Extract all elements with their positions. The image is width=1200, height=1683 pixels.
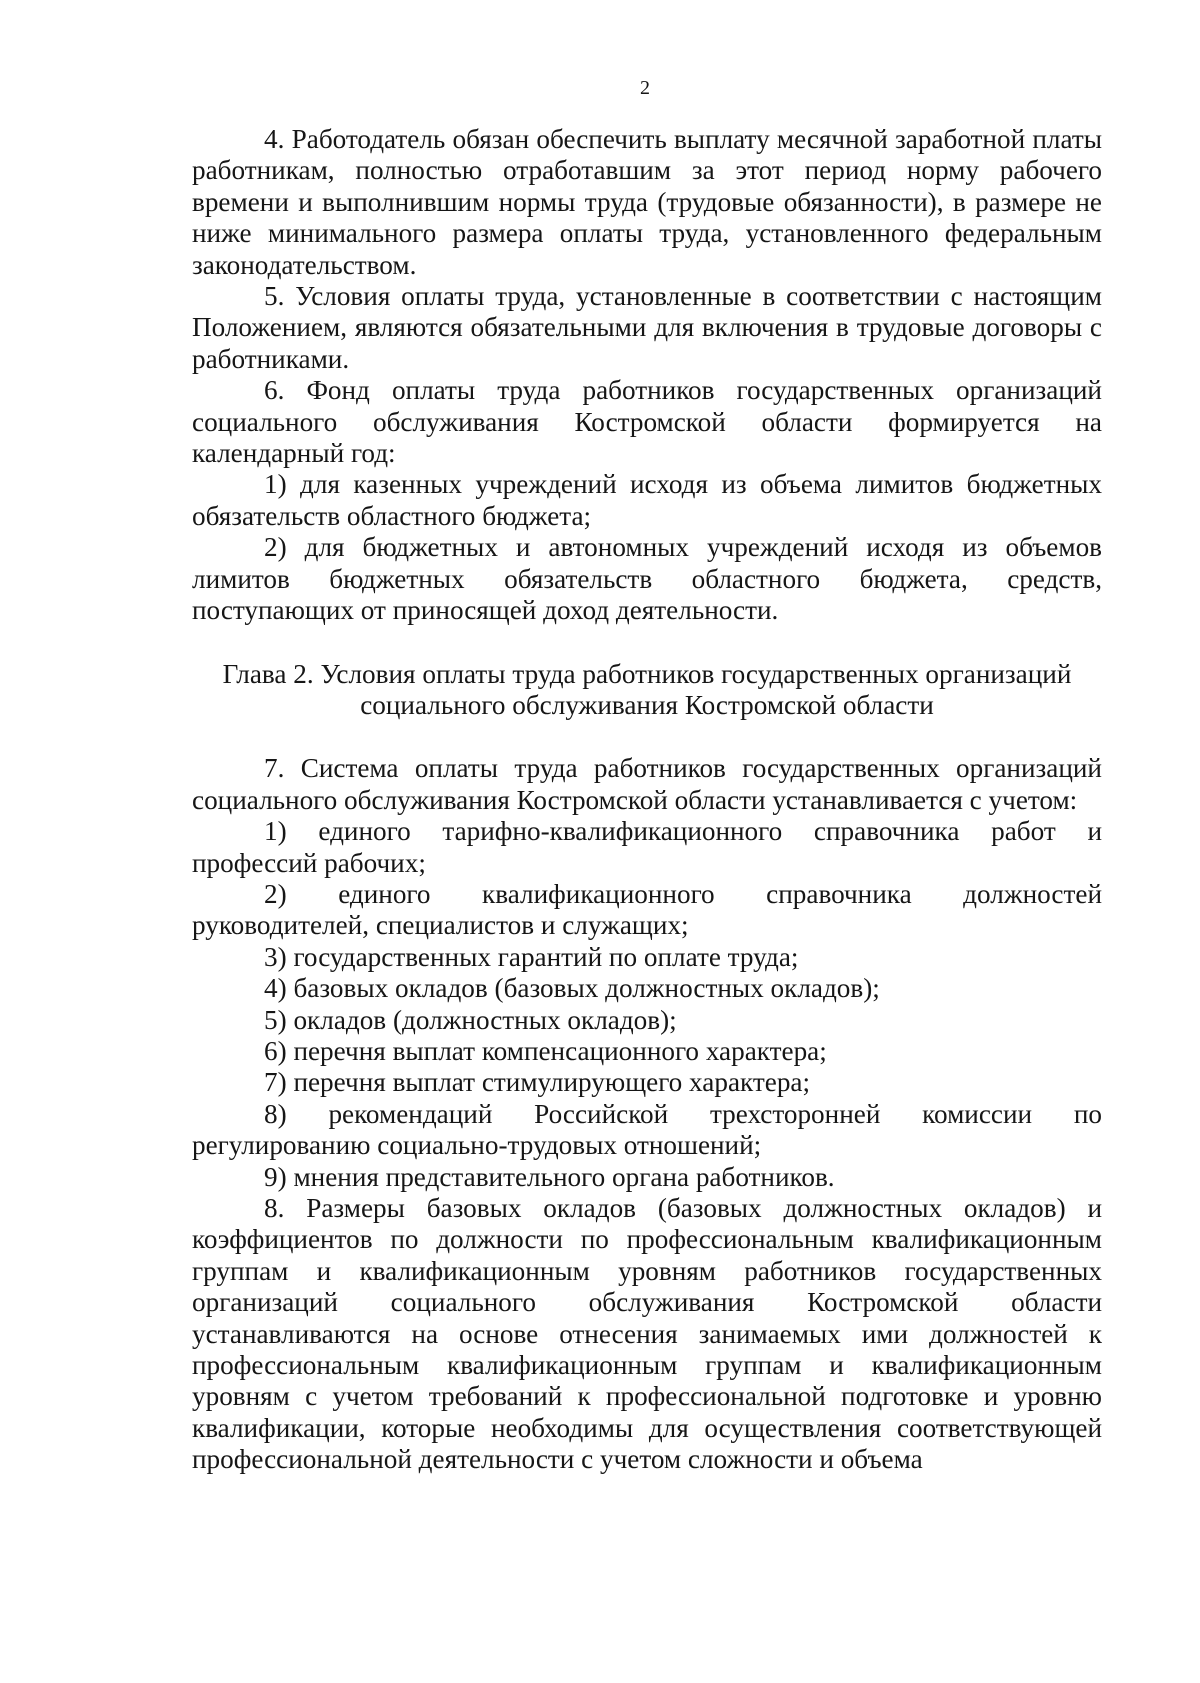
paragraph-7-item-7: 7) перечня выплат стимулирующего характера;: [264, 1067, 811, 1098]
paragraph-7-item-9: 9) мнения представительного органа работников.: [264, 1161, 835, 1192]
paragraph-7-item-4: 4) базовых окладов (базовых должностных окладов);: [264, 973, 880, 1004]
paragraph-7-item-1: 1) единого тарифно-квалификационного справочника работ и профессий рабочих;: [192, 816, 1102, 878]
paragraph-7-item-3: 3) государственных гарантий по оплате труда;: [264, 941, 799, 972]
paragraph-5: 5. Условия оплаты труда, установленные в соответствии с настоящим Положением, являются обязательными для включения в трудовые договоры с работниками.: [192, 281, 1102, 374]
chapter-heading: [192, 659, 1102, 722]
paragraph-6-item-1: 1) для казенных учреждений исходя из объема лимитов бюджетных обязательств областного бюджета;: [192, 469, 1102, 531]
chapter-heading-line-1: Глава 2. Условия оплаты труда работников государственных организаций: [222, 658, 1072, 689]
document-body: [192, 124, 1102, 1476]
paragraph-6: 6. Фонд оплаты труда работников государственных организаций социального обслуживания Костромской области формируется на календарный год:: [192, 375, 1102, 469]
paragraph-7-item-5: 5) окладов (должностных окладов);: [264, 1004, 677, 1035]
paragraph-8: 8. Размеры базовых окладов (базовых должностных окладов) и коэффициентов по должности по профессиональным квалификационным группам и квалификационным уровням работников государственных организаций социального обслуживания Костромской области устанавливаются на основе отнесения занимаемых ими должностей к профессиональным квалификационным группам и квалификационным уровням с учетом требований к профессиональной подготовке и уровню квалификации, которые необходимы для осуществления соответствующей профессиональной деятельности с учетом сложности и объема: [192, 1193, 1102, 1475]
paragraph-7-item-6: 6) перечня выплат компенсационного характера;: [264, 1035, 827, 1066]
chapter-heading-line-2: социального обслуживания Костромской области: [360, 689, 934, 720]
paragraph-4: 4. Работодатель обязан обеспечить выплату месячной заработной платы работникам, полностью отработавшим за этот период норму рабочего времени и выполнившим нормы труда (трудовые обязанности), в размере не ниже минимального размера оплаты труда, установленного федеральным законодательством.: [192, 124, 1102, 280]
page-number: 2: [640, 77, 650, 99]
paragraph-7-item-2: 2) единого квалификационного справочника должностей руководителей, специалистов и служащих;: [192, 878, 1102, 941]
paragraph-7: 7. Система оплаты труда работников государственных организаций социального обслуживания Костромской области устанавливается с учетом:: [192, 753, 1102, 815]
paragraph-7-item-8: 8) рекомендаций Российской трехсторонней комиссии по регулированию социально-трудовых отношений;: [192, 1098, 1102, 1161]
paragraph-6-item-2: 2) для бюджетных и автономных учреждений исходя из объемов лимитов бюджетных обязательств областного бюджета, средств, поступающих от приносящей доход деятельности.: [192, 532, 1102, 626]
